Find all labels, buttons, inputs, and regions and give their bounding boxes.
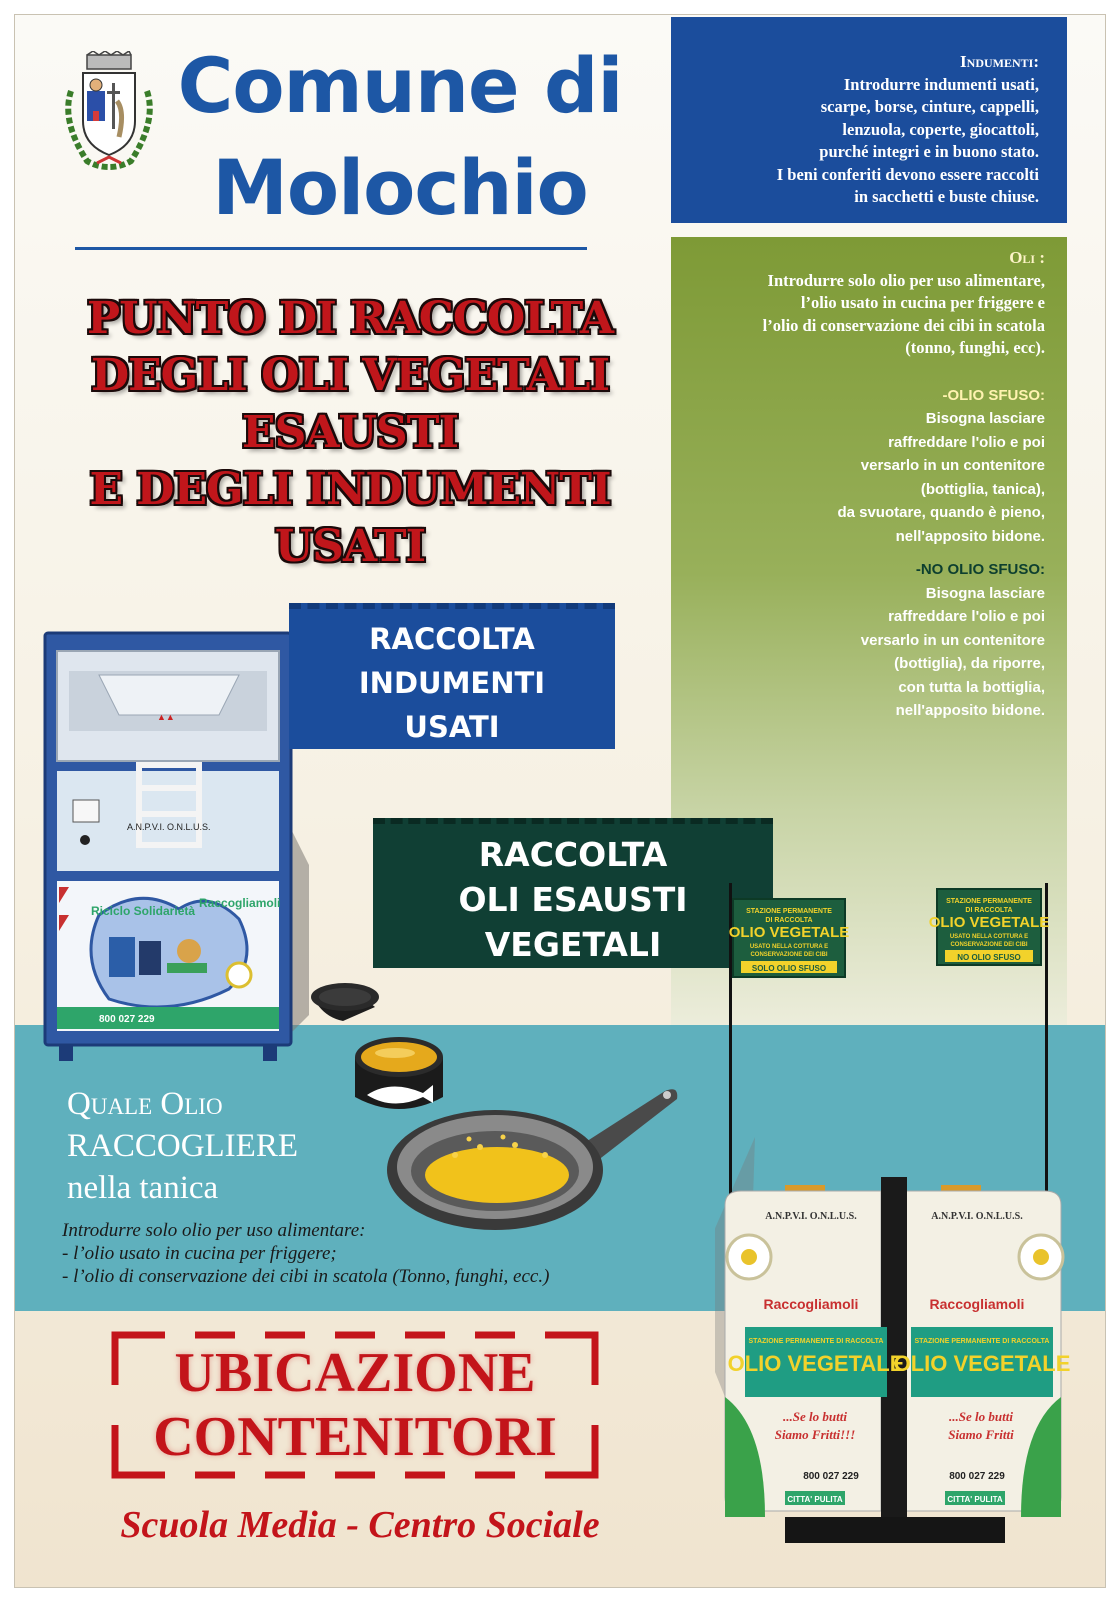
desc-line: Introdurre solo olio per uso alimentare: [62,1220,366,1241]
oil-bin-slogan: Siamo Fritti!!! [774,1427,856,1442]
quale-olio-description [62,1219,682,1288]
indumenti-line: in sacchetti e buste chiuse. [854,187,1039,206]
ubicazione-heading [105,1341,605,1469]
no-olio-sfuso-line: raffreddare l'olio e poi [888,608,1045,625]
page-title [175,35,625,239]
clothes-bin-brand2: Raccogliamoli [199,896,281,910]
indumenti-panel [671,17,1067,223]
label-line: OLI ESAUSTI [458,880,688,919]
clothes-bin-brand1: Riciclo Solidarietà [91,904,196,918]
quale-olio-line3: nella tanica [67,1170,219,1206]
no-olio-sfuso-line: versarlo in un contenitore [860,631,1045,649]
olio-sfuso-line: raffreddare l'olio e poi [888,433,1045,451]
svg-text:▲▲: ▲▲ [157,712,175,722]
indumenti-line: I beni conferiti devono essere raccolti [776,164,1039,184]
flag-right-line: STAZIONE PERMANENTE [946,898,1032,905]
oil-bin-slogan: ...Se lo butti [949,1409,1013,1424]
quale-olio-line2: RACCOGLIERE [67,1128,298,1164]
no-olio-sfuso-line: con tutta la bottiglia, [898,678,1045,696]
oil-bin-slogan: Siamo Fritti [948,1427,1014,1442]
desc-line: - l’olio usato in cucina per friggere; [62,1243,337,1264]
oil-bin-brand: Raccogliamoli [929,1296,1025,1312]
oli-line: l’olio usato in cucina per friggere e [800,293,1045,312]
oli-line: l’olio di conservazione dei cibi in scatola [762,315,1045,335]
olio-sfuso-line: nell'apposito bidone. [895,527,1045,545]
olio-sfuso-line: Bisogna lasciare [925,410,1045,427]
clothes-bin-phone: 800 027 229 [99,1014,155,1025]
oil-bin-image [715,877,1095,1557]
label-raccolta-indumenti [289,603,615,749]
olio-sfuso-line: versarlo in un contenitore [860,457,1045,474]
headline-line5: USATI [274,521,426,572]
clothes-bin-org: A.N.P.V.I. O.N.L.U.S. [127,822,211,832]
oli-line: Introdurre solo olio per uso alimentare, [767,270,1045,290]
oil-bin-maker: CITTA' PULITA [947,1495,1003,1504]
desc-line: - l’olio di conservazione dei cibi in scatola (Tonno, funghi, ecc.) [62,1266,550,1287]
no-olio-sfuso-line: Bisogna lasciare [925,584,1045,602]
headline [55,290,645,575]
oli-line: (tonno, funghi, ecc). [905,338,1045,357]
flag-right-line: DI RACCOLTA [965,907,1013,914]
olio-sfuso-heading: -OLIO SFUSO: [942,386,1045,404]
indumenti-heading: Indumenti: [960,52,1039,71]
flag-left-line: USATO NELLA COTTURA E [749,944,829,950]
headline-line4: E DEGLI INDUMENTI [89,464,611,515]
oil-bin-station: STAZIONE PERMANENTE DI RACCOLTA [748,1338,884,1345]
oil-bin-slogan: ...Se lo butti [783,1409,847,1424]
flag-left-line: SOLO OLIO SFUSO [751,964,827,973]
no-olio-sfuso-line: nell'apposito bidone. [895,702,1045,719]
indumenti-line: Introdurre indumenti usati, [843,74,1039,94]
oil-bin-product: OLIO VEGETALE [727,1351,905,1376]
flag-right-line: NO OLIO SFUSO [957,953,1021,962]
olio-sfuso-line: da svuotare, quando è pieno, [837,504,1045,521]
oil-bin-maker: CITTA' PULITA [787,1495,843,1504]
title-line1: Comune di [177,41,623,130]
ubicazione-place: Scuola Media - Centro Sociale [120,1504,600,1546]
ubicazione-line1: UBICAZIONE [174,1342,536,1404]
oil-bin-station: STAZIONE PERMANENTE DI RACCOLTA [914,1338,1050,1345]
label-line: RACCOLTA [478,835,668,874]
oil-bin-org: A.N.P.V.I. O.N.L.U.S. [931,1211,1023,1222]
flag-right-line: CONSERVAZIONE DEI CIBI [950,942,1028,948]
quale-olio-line1: Quale Olio [67,1086,223,1122]
title-divider [75,247,587,250]
label-line: INDUMENTI [358,666,546,700]
clothes-bin-image [39,625,309,1065]
flag-right-line: OLIO VEGETALE [928,914,1050,931]
oil-bin-phone: 800 027 229 [949,1471,1005,1482]
label-raccolta-oli [373,818,773,968]
quale-olio-heading [67,1083,387,1209]
label-line: USATI [404,710,500,744]
oil-bin-phone: 800 027 229 [803,1471,859,1482]
flag-left-line: STAZIONE PERMANENTE [746,908,832,915]
no-olio-sfuso-heading: -NO OLIO SFUSO: [915,561,1045,578]
headline-line3: ESAUSTI [242,407,458,458]
headline-line1: PUNTO DI RACCOLTA [86,293,614,344]
flag-left-line: OLIO VEGETALE [728,924,850,941]
oil-bin-product: OLIO VEGETALE [893,1351,1071,1376]
label-line: RACCOLTA [369,622,535,656]
label-line: VEGETALI [484,925,662,964]
flag-right-line: USATO NELLA COTTURA E [949,934,1029,940]
olio-sfuso-line: (bottiglia, tanica), [920,480,1045,498]
no-olio-sfuso-line: (bottiglia), da riporre, [894,655,1045,672]
indumenti-line: scarpe, borse, cinture, cappelli, [820,97,1039,116]
indumenti-line: lenzuola, coperte, giocattoli, [842,119,1039,139]
oil-bin-org: A.N.P.V.I. O.N.L.U.S. [765,1211,857,1222]
flag-left-line: CONSERVAZIONE DEI CIBI [750,952,828,958]
flag-left-line: DI RACCOLTA [765,917,813,924]
ubicazione-line2: CONTENITORI [153,1406,557,1468]
indumenti-line: purché integri e in buono stato. [819,142,1039,161]
headline-line2: DEGLI OLI VEGETALI [90,350,610,401]
poster [14,14,1106,1588]
title-line2: Molochio [212,143,588,232]
oil-bin-brand: Raccogliamoli [763,1296,859,1312]
coat-of-arms-icon [57,51,161,179]
oli-heading: Oli : [1009,248,1045,267]
